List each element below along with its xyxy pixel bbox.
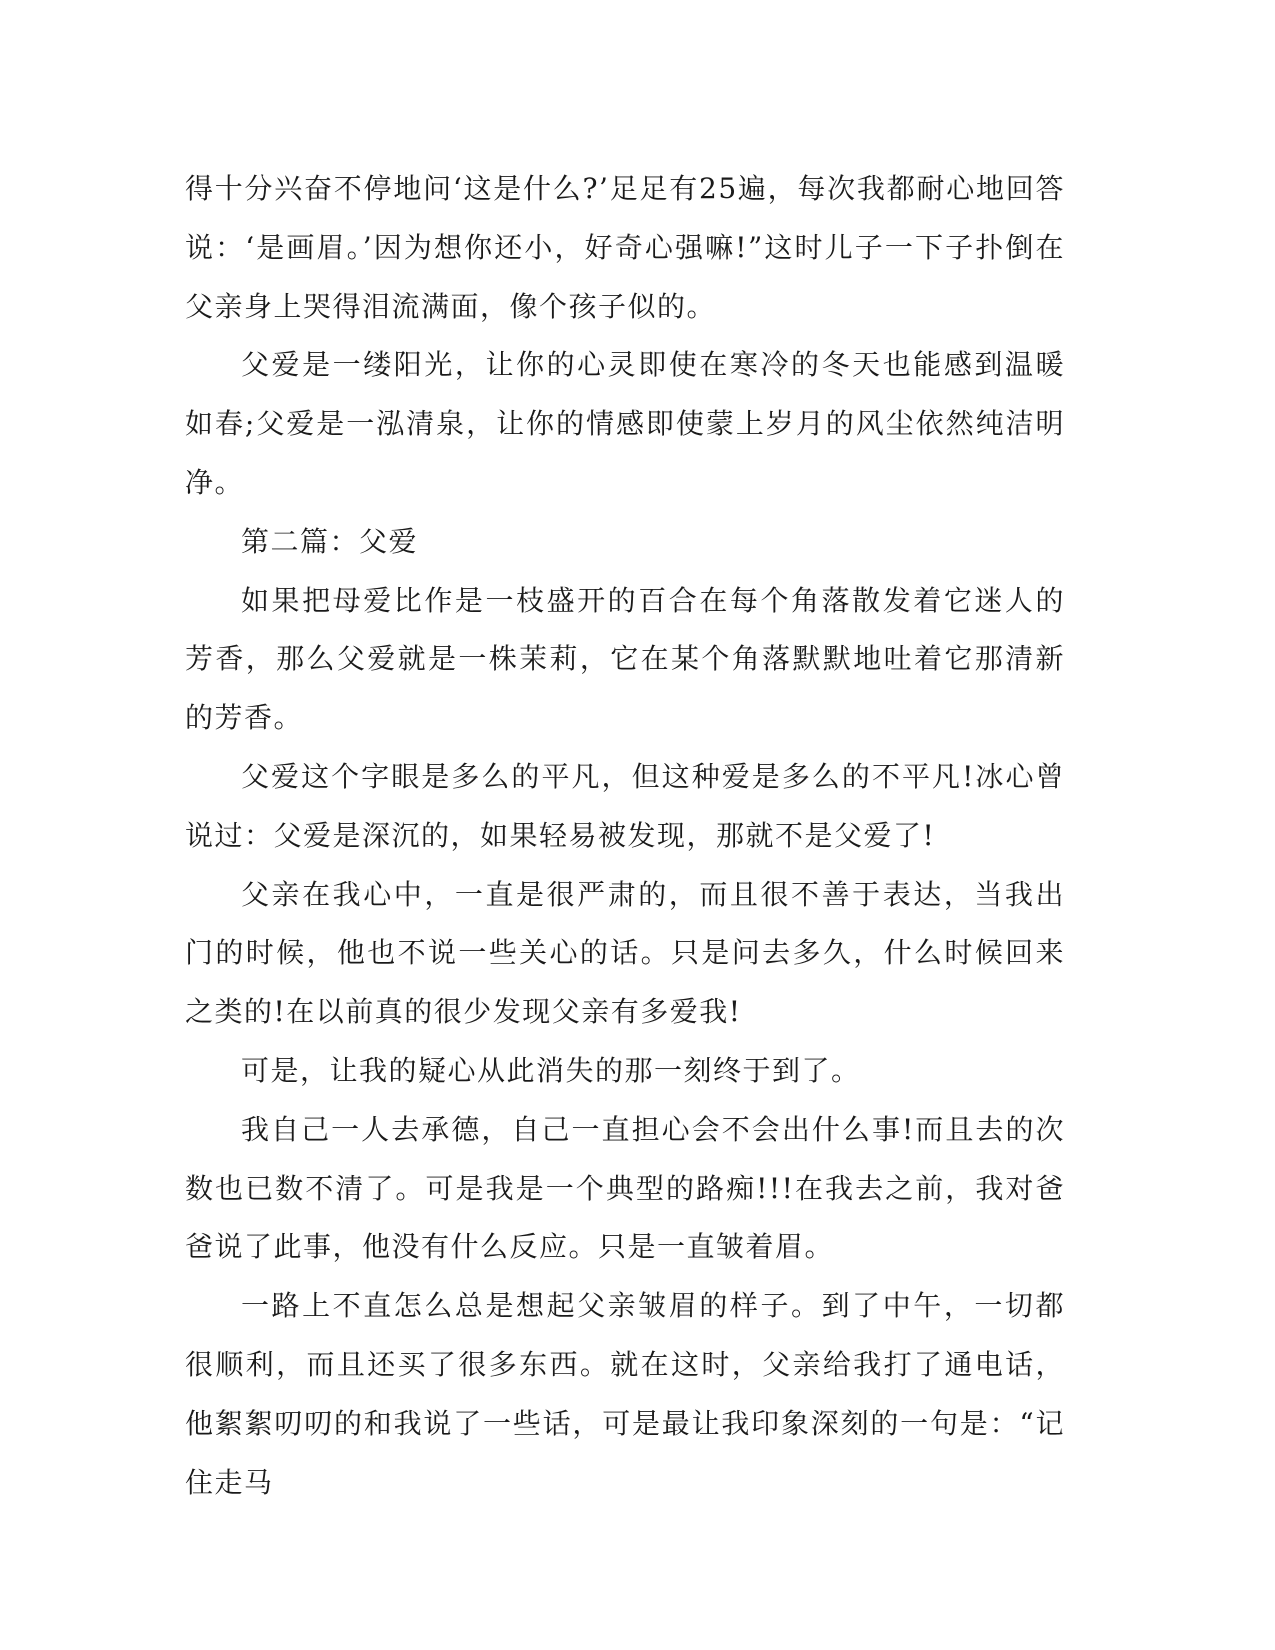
paragraph-2: 父爱是一缕阳光，让你的心灵即使在寒冷的冬天也能感到温暖如春;父爱是一泓清泉，让你的情感即使蒙上岁月的风尘依然纯洁明净。: [185, 348, 1065, 499]
paragraph-6: 可是，让我的疑心从此消失的那一刻终于到了。: [241, 1053, 861, 1087]
section-heading: 第二篇：父爱: [241, 524, 419, 558]
document-body: [185, 160, 1065, 1512]
paragraph-4: 父爱这个字眼是多么的平凡，但这种爱是多么的不平凡!冰心曾说过：父爱是深沉的，如果轻易被发现，那就不是父爱了!: [185, 759, 1065, 852]
paragraph-1: 得十分兴奋不停地问‘这是什么?’足足有25遍，每次我都耐心地回答说：‘是画眉。’因为想你还小，好奇心强嘛!”这时儿子一下子扑倒在父亲身上哭得泪流满面，像个孩子似的。: [185, 172, 1065, 323]
paragraph-5: 父亲在我心中，一直是很严肃的，而且很不善于表达，当我出门的时候，他也不说一些关心的话。只是问去多久，什么时候回来之类的!在以前真的很少发现父亲有多爱我!: [185, 877, 1065, 1029]
paragraph-7: 我自己一人去承德，自己一直担心会不会出什么事!而且去的次数也已数不清了。可是我是一个典型的路痴!!!在我去之前，我对爸爸说了此事，他没有什么反应。只是一直皱着眉。: [185, 1112, 1065, 1264]
paragraph-3: 如果把母爱比作是一枝盛开的百合在每个角落散发着它迷人的芳香，那么父爱就是一株茉莉，它在某个角落默默地吐着它那清新的芳香。: [185, 583, 1065, 735]
paragraph-8: 一路上不直怎么总是想起父亲皱眉的样子。到了中午，一切都很顺利，而且还买了很多东西。就在这时，父亲给我打了通电话，他絮絮叨叨的和我说了一些话，可是最让我印象深刻的一句是：“记住走马: [185, 1289, 1065, 1499]
